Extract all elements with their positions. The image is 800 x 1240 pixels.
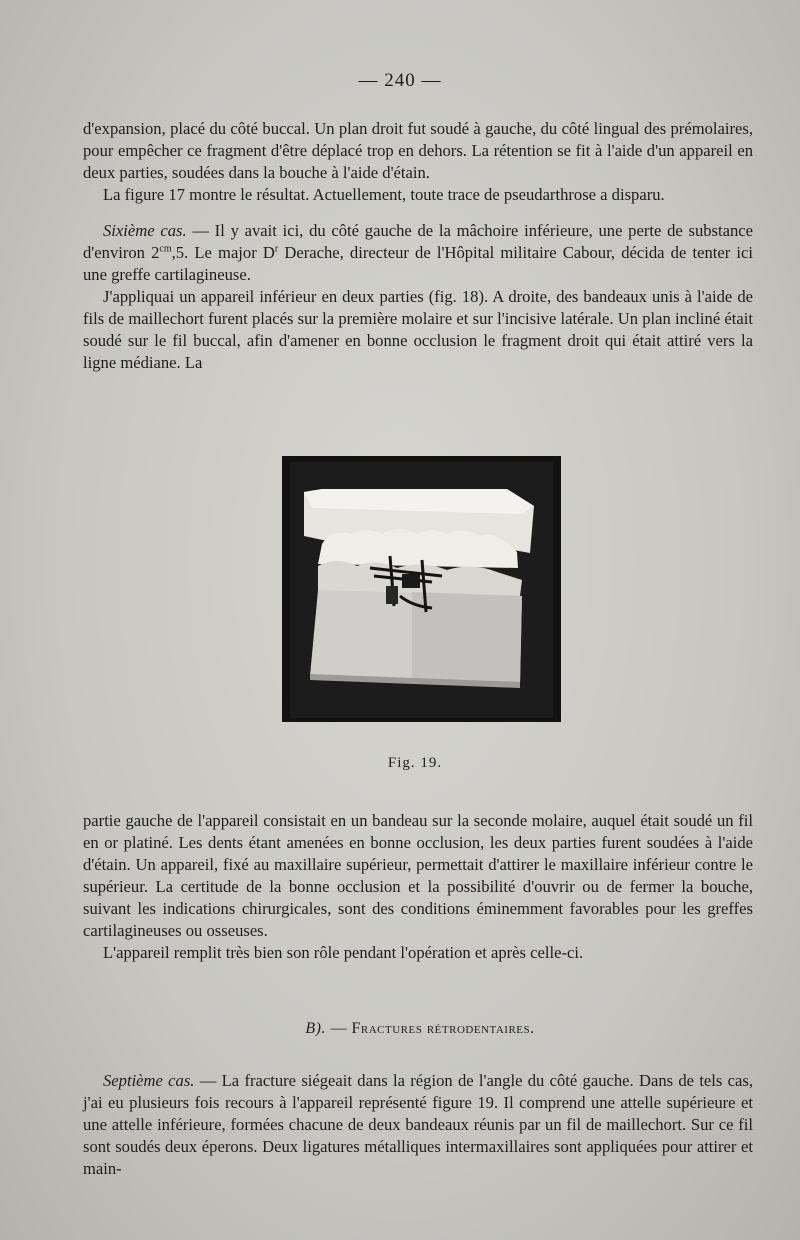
paragraph: La figure 17 montre le résultat. Actuellement, toute trace de pseudarthrose a disparu. [103, 185, 665, 204]
case-title: Septième cas. [103, 1071, 195, 1090]
superscript: r [274, 243, 279, 255]
paragraph: d'expansion, placé du côté buccal. Un plan droit fut soudé à gauche, du côté lingual des prémolaires, pour empêcher ce fragment d'être déplacé trop en dehors. La rétention se fit à l'aide d'un appareil en deux parties, soudées dans la bouche à l'aide d'étain. [83, 119, 753, 182]
dental-cast-photo [282, 456, 561, 722]
paragraph: L'appareil remplit très bien son rôle pendant l'opération et après celle-ci. [103, 943, 584, 962]
section-heading [0, 1020, 800, 1038]
case-text: — La fracture siégeait dans la région de l'angle du côté gauche. Dans de tels cas, j'ai eu plusieurs fois recours à l'appareil représenté figure 19. Il comprend une attelle supérieure et une attelle inférieure, formées chacune de deux bandeaux réunis par un fil de maillechort. Sur ce fil sont soudés deux éperons. Deux ligatures métalliques intermaxillaires sont appliquées pour attirer et main- [83, 1071, 753, 1178]
figure-caption: Fig. 19. [387, 755, 443, 771]
page-number: — 240 — [358, 70, 442, 91]
section-title: Fractures rétrodentaires. [351, 1020, 535, 1037]
case-text: ,5. Le major D [171, 243, 275, 262]
case-text: Derache, directeur de l'Hôpital militaire Cabour, décida de tenter ici une greffe cartilagineuse. [83, 243, 753, 284]
middle-text-block [83, 810, 753, 964]
case-title: Sixième cas. [103, 221, 187, 240]
paragraph: J'appliquai un appareil inférieur en deux parties (fig. 18). A droite, des bandeaux unis à l'aide de fils de maillechort furent placés sur la première molaire et sur l'incisive latérale. Un plan incliné était soudé sur le fil buccal, afin d'amener en bonne occlusion le fragment droit qui était attiré vers la ligne médiane. La [83, 287, 753, 372]
paragraph: partie gauche de l'appareil consistait en un bandeau sur la seconde molaire, auquel était soudé un fil en or platiné. Les dents étant amenées en bonne occlusion, les deux parties furent soudées à l'aide d'étain. Un appareil, fixé au maxillaire supérieur, permettait d'attirer le maxillaire inférieur contre le supérieur. La certitude de la bonne occlusion et la possibilité d'ouvrir ou de fermer la bouche, suivant les indications chirurgicales, sont des conditions éminemment favorables pour les greffes cartilagineuses ou osseuses. [83, 811, 753, 940]
superscript: cm [159, 243, 172, 255]
case-text: — Il y avait ici, du côté gauche de la mâchoire inférieure, une perte de substance d'environ 2 [83, 221, 753, 262]
seventh-case-paragraph [83, 1070, 753, 1180]
section-dash: — [325, 1020, 352, 1037]
bottom-text-block [83, 1070, 753, 1180]
section-letter: B). [305, 1020, 326, 1037]
sixth-case-paragraph [83, 220, 753, 286]
top-text-block [83, 118, 753, 374]
